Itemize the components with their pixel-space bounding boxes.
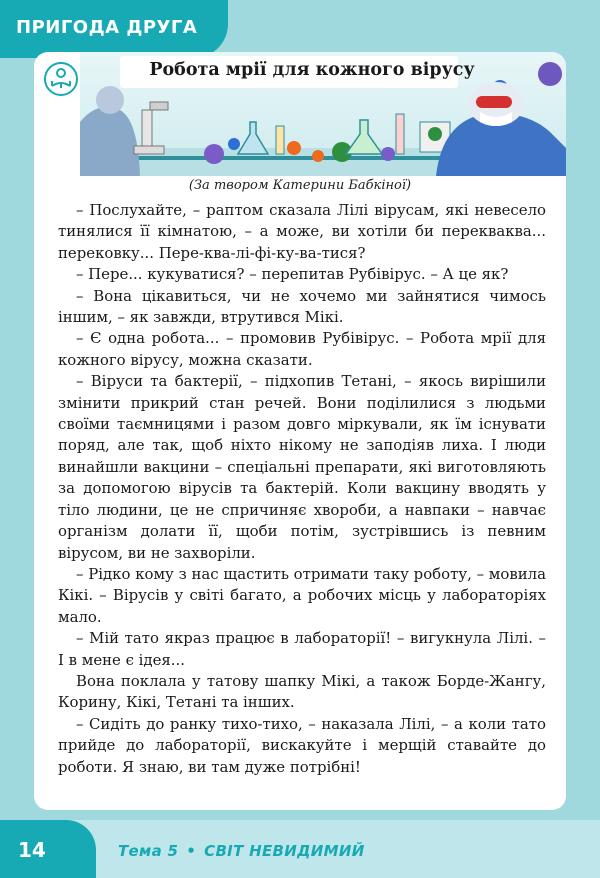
paragraph: – Є одна робота... – промовив Рубівірус. – Робота мрії для кожного вірусу, можна сказати.: [58, 329, 546, 369]
paragraph: – Віруси та бактерії, – підхопив Тетані, – якось вирішили змінити прикрий стан речей. Вони поділилися з людьми своїми таємницями і разом довго міркували, як їм існувати поряд, але так, щоб ніхто нікому не заподіяв лиха. І люди винайшли вакцини – спеціальні препарати, які виготовляють за допомогою вірусів та бактерій. Коли вакцину вводять у тіло людини, це не спричиняє хвороби, а навпаки – навчає організм долати її, щоби потім, зустрівшись із певним вірусом, ви не захворіли.: [58, 372, 546, 562]
paragraph: – Пере... кукуватися? – перепитав Рубівірус. – А це як?: [76, 265, 509, 284]
paragraph: – Мій тато якраз працює в лабораторії! – вигукнула Лілі. – І в мене є ідея...: [58, 629, 546, 669]
topic-label: Тема 5: [118, 842, 179, 860]
reading-icon: [44, 62, 78, 96]
story-text: [58, 200, 546, 778]
paragraph: – Послухайте, – раптом сказала Лілі вірусам, які невесело тинялися її кімнатою, – а може, ви хотіли би перекваква... перековку... Пере-ква-лі-фі-ку-ва-тися?: [58, 201, 546, 262]
page-number-tab: [0, 820, 96, 878]
paragraph: – Сидіть до ранку тихо-тихо, – наказала Лілі, – а коли тато прийде до лабораторії, вискакуйте і мерщій ставайте до роботи. Я знаю, ви там дуже потрібні!: [58, 714, 546, 776]
footer-topic: [118, 842, 365, 860]
section-title: ПРИГОДА ДРУГА: [16, 17, 198, 38]
story-title: Робота мрії для кожного вірусу: [149, 60, 475, 80]
topic-name: СВІТ НЕВИДИМИЙ: [204, 842, 365, 860]
topic-separator: •: [186, 842, 197, 860]
paragraph: Вона поклала у татову шапку Мікі, а також Борде-Жангу, Корину, Кікі, Тетані та інших.: [58, 671, 546, 712]
paragraph: – Рідко кому з нас щастить отримати таку роботу, – мовила Кікі. – Вірусів у світі багато, а робочих місць у лабораторіях мало.: [58, 564, 546, 626]
page-number: 14: [18, 838, 46, 862]
story-attribution: (За твором Катерини Бабкіної): [188, 178, 412, 193]
paragraph: – Вона цікавиться, чи не хочемо ми зайнятися чимось іншим, – як завжди, втрутився Мікі.: [58, 286, 546, 327]
